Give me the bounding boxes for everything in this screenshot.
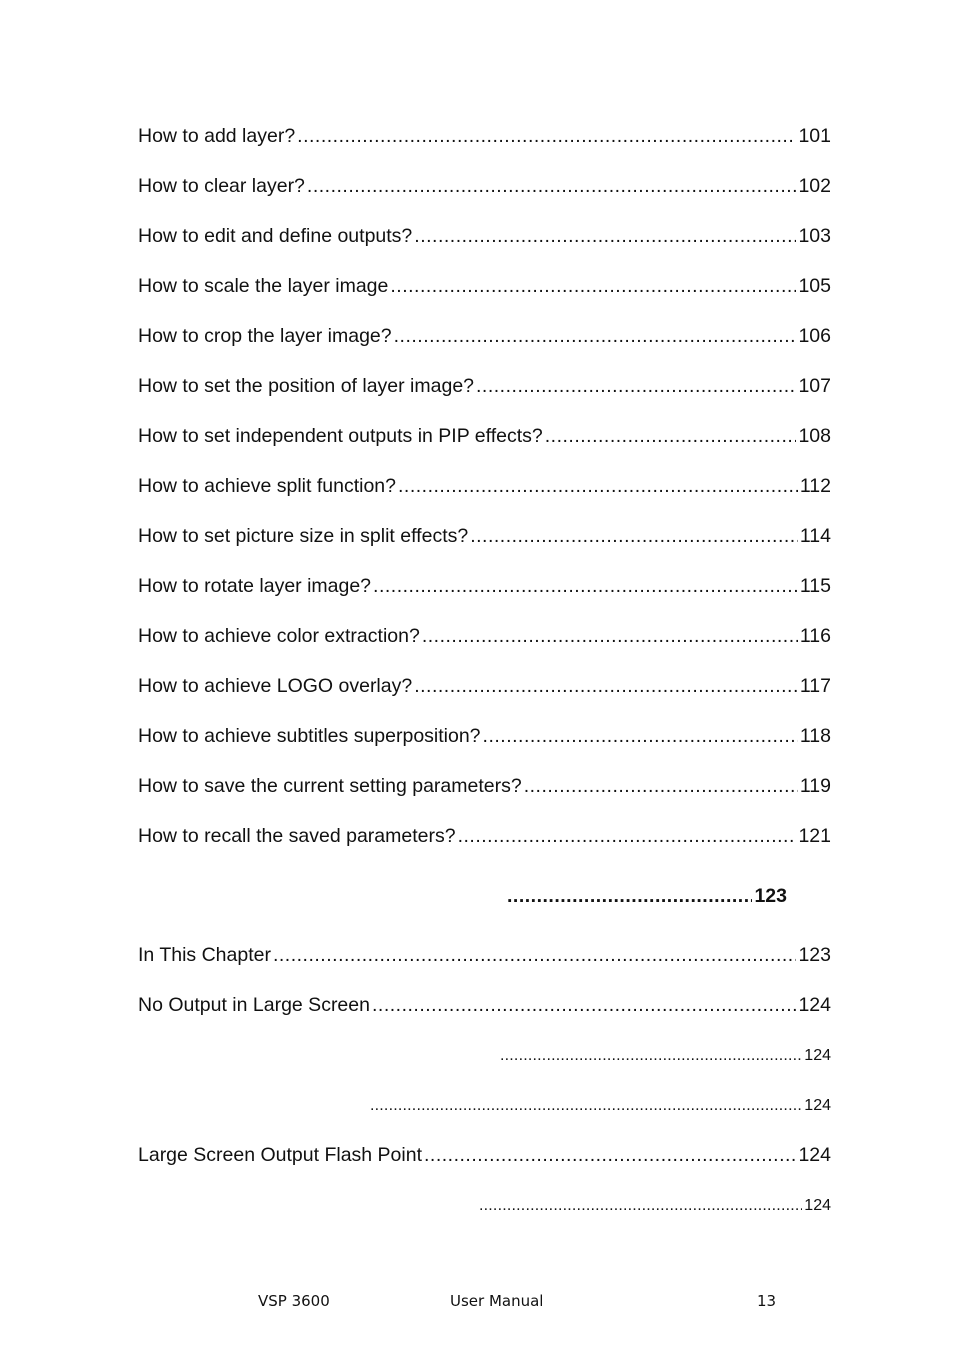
toc-subentry[interactable] xyxy=(498,1044,831,1068)
toc-entry-page: 118 xyxy=(799,725,831,747)
toc-entry-title: How to set the position of layer image? xyxy=(138,375,475,397)
dot-leader xyxy=(307,174,797,198)
dot-leader xyxy=(479,1194,802,1218)
toc-subentry[interactable] xyxy=(477,1194,831,1218)
toc-entry-page: 105 xyxy=(798,275,831,297)
toc-entry-title: Large Screen Output Flash Point xyxy=(138,1144,422,1166)
dot-leader xyxy=(524,774,798,798)
toc-entry-title: How to set picture size in split effects? xyxy=(138,525,469,547)
dot-leader xyxy=(297,124,796,148)
toc-entry-page: 101 xyxy=(798,125,831,147)
toc-entry-page: 114 xyxy=(799,525,831,547)
toc-entry-page: 103 xyxy=(798,225,831,247)
toc-entry-title: How to achieve split function? xyxy=(138,475,396,497)
toc-entry[interactable] xyxy=(138,374,831,398)
toc-subentry-page: 124 xyxy=(804,1047,831,1064)
dot-leader xyxy=(373,574,798,598)
toc-entry-page: 123 xyxy=(798,944,831,966)
toc-chapter-heading[interactable] xyxy=(505,884,787,908)
toc-entry[interactable] xyxy=(138,993,831,1017)
toc-entry-page: 124 xyxy=(798,1144,831,1166)
toc-entry[interactable] xyxy=(138,624,831,648)
dot-leader xyxy=(394,324,797,348)
toc-subentry[interactable] xyxy=(368,1094,831,1118)
dot-leader xyxy=(422,624,798,648)
toc-entry-title: How to achieve color extraction? xyxy=(138,625,420,647)
toc-entry[interactable] xyxy=(138,424,831,448)
toc-entry-page: 112 xyxy=(799,475,831,497)
toc-entry[interactable] xyxy=(138,224,831,248)
toc-entry-title: How to clear layer? xyxy=(138,175,305,197)
toc-entry-page: 116 xyxy=(799,625,831,647)
dot-leader xyxy=(507,884,752,908)
toc-subentry-page: 124 xyxy=(804,1197,831,1214)
dot-leader xyxy=(545,424,797,448)
toc-entry-page: 121 xyxy=(798,825,831,847)
toc-entry[interactable] xyxy=(138,943,831,967)
dot-leader xyxy=(370,1094,802,1118)
toc-entry-page: 115 xyxy=(799,575,831,597)
toc-entry-title: How to recall the saved parameters? xyxy=(138,825,456,847)
toc-entry-title: How to crop the layer image? xyxy=(138,325,392,347)
dot-leader xyxy=(470,524,798,548)
toc-entry-title: How to achieve LOGO overlay? xyxy=(138,675,413,697)
dot-leader xyxy=(476,374,796,398)
toc-entry[interactable] xyxy=(138,724,831,748)
dot-leader xyxy=(273,943,796,967)
toc-entry[interactable] xyxy=(138,774,831,798)
toc-entry[interactable] xyxy=(138,174,831,198)
dot-leader xyxy=(372,993,796,1017)
dot-leader xyxy=(500,1044,802,1068)
toc-entry-title: How to rotate layer image? xyxy=(138,575,372,597)
toc-entry-page: 106 xyxy=(798,325,831,347)
toc-entry-title: In This Chapter xyxy=(138,944,271,966)
toc-entry[interactable] xyxy=(138,1143,831,1167)
toc-entry-title: How to save the current setting parameters? xyxy=(138,775,522,797)
footer-doc-title: User Manual xyxy=(450,1292,544,1310)
dot-leader xyxy=(414,674,798,698)
toc-entry-page: 107 xyxy=(798,375,831,397)
toc-chapter-page: 123 xyxy=(754,885,787,907)
toc-entry[interactable] xyxy=(138,474,831,498)
toc-entry-title: How to edit and define outputs? xyxy=(138,225,413,247)
toc-subentry-page: 124 xyxy=(804,1097,831,1114)
toc-entry-title: How to scale the layer image xyxy=(138,275,389,297)
toc-entry-title: How to set independent outputs in PIP effects? xyxy=(138,425,543,447)
dot-leader xyxy=(390,274,796,298)
toc-entry[interactable] xyxy=(138,824,831,848)
toc-entry[interactable] xyxy=(138,674,831,698)
toc-entry[interactable] xyxy=(138,274,831,298)
toc-entry-page: 108 xyxy=(798,425,831,447)
toc-entry[interactable] xyxy=(138,574,831,598)
dot-leader xyxy=(458,824,797,848)
toc-entry[interactable] xyxy=(138,524,831,548)
toc-entry[interactable] xyxy=(138,124,831,148)
toc-entry-title: How to add layer? xyxy=(138,125,296,147)
dot-leader xyxy=(483,724,798,748)
toc-entry-page: 117 xyxy=(799,675,831,697)
dot-leader xyxy=(414,224,796,248)
toc-entry-title: How to achieve subtitles superposition? xyxy=(138,725,481,747)
dot-leader xyxy=(398,474,798,498)
footer-product: VSP 3600 xyxy=(258,1292,330,1310)
footer-page-number: 13 xyxy=(757,1292,777,1310)
toc-entry[interactable] xyxy=(138,324,831,348)
toc-entry-page: 124 xyxy=(798,994,831,1016)
toc-entry-title: No Output in Large Screen xyxy=(138,994,370,1016)
dot-leader xyxy=(424,1143,796,1167)
toc-entry-page: 119 xyxy=(799,775,831,797)
toc-entry-page: 102 xyxy=(798,175,831,197)
